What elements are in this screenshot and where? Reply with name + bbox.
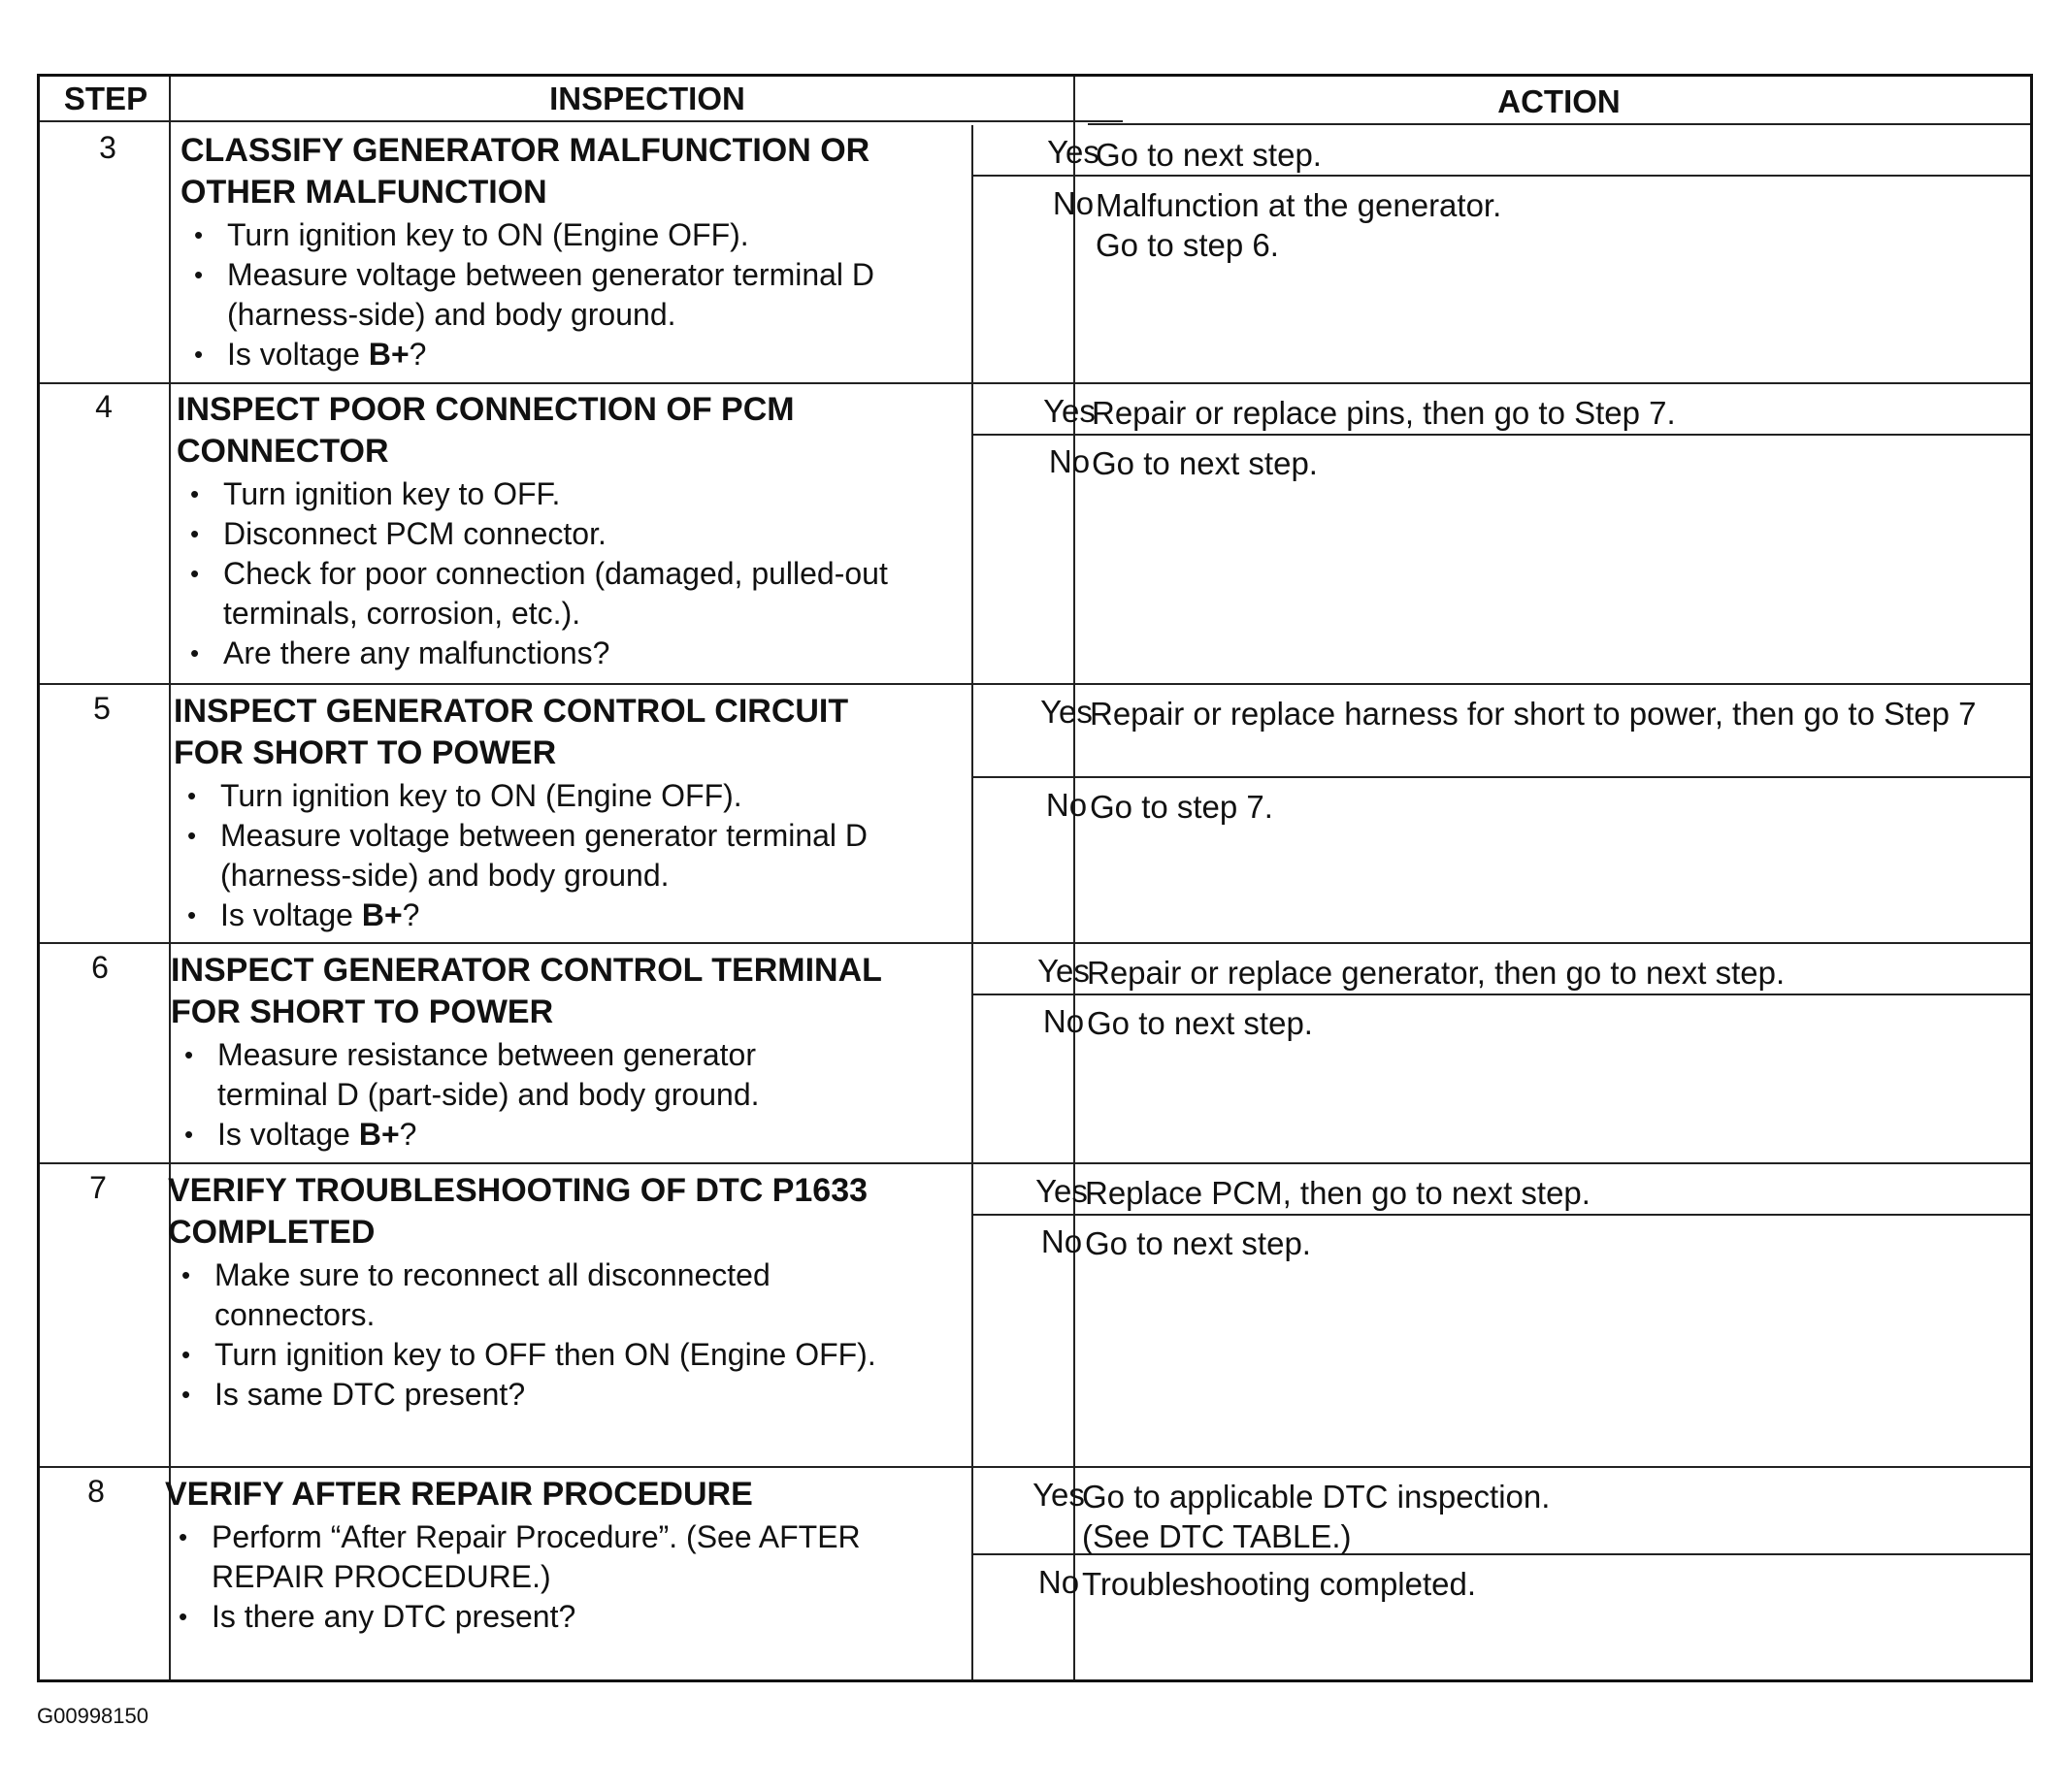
step-number: 6 [91,950,109,985]
no-action-line: Go to next step. [1087,1005,1313,1041]
step-number: 3 [99,130,116,165]
inspection-cell [171,950,986,1155]
yes-label: Yes [1047,134,1099,170]
inspection-title-line: INSPECT POOR CONNECTION OF PCM [177,391,795,428]
inspection-cell [174,691,989,935]
inspection-bullet: • Check for poor connection (damaged, pulled-out terminals, corrosion, etc.). [177,554,992,634]
inspection-bullet: • Make sure to reconnect all disconnected connectors. [168,1255,876,1335]
step-number: 7 [89,1170,107,1205]
inspection-title-line: VERIFY AFTER REPAIR PROCEDURE [165,1476,753,1513]
yes-label: Yes [1040,694,1093,730]
inspection-bullet: • Measure voltage between generator terminal D (harness-side) and body ground. [180,255,996,335]
inspection-title-line: CONNECTOR [177,433,389,470]
yesno-sep-4 [971,434,2030,436]
inspection-bullet: • Measure resistance between generator terminal D (part-side) and body ground. [171,1035,850,1115]
no-label: No [1037,1564,1080,1600]
row-sep-5 [40,683,2030,685]
no-action [1096,185,2017,265]
yes-label: Yes [1037,953,1090,989]
yes-action: Go to applicable DTC inspection. (See DTC TABLE.) [1082,1479,1551,1554]
header-action: ACTION [1088,80,2030,125]
inspection-cell [180,130,996,375]
inspection-bullet: • Perform “After Repair Procedure”. (See AFTER REPAIR PROCEDURE.) [165,1517,864,1597]
no-label: No [1052,185,1095,221]
inspection-bullet: • Turn ignition key to ON (Engine OFF). [180,215,996,255]
inspection-steps [168,1255,876,1415]
no-action-line: Go to step 6. [1096,227,1279,263]
no-label: No [1048,443,1091,479]
row-sep-6 [40,942,2030,944]
step-number: 8 [87,1474,105,1509]
inspection-title-line: COMPLETED [168,1214,376,1251]
yesno-sep-5 [971,776,2030,778]
inspection-title-line: FOR SHORT TO POWER [171,994,554,1030]
no-action [1090,787,2012,827]
yes-label: Yes [1035,1173,1088,1209]
no-label: No [1042,1003,1085,1039]
inspection-title [171,950,986,1033]
inspection-bullet: • Turn ignition key to OFF. [177,474,992,514]
col-divider-step [169,77,171,1679]
inspection-bullet: • Measure voltage between generator terminal D (harness-side) and body ground. [174,816,989,896]
no-action-line: Go to step 7. [1090,789,1273,825]
row-sep-7 [40,1162,2030,1164]
inspection-title [177,389,992,472]
figure-id: G00998150 [37,1704,148,1728]
header-inspection: INSPECTION [172,77,1123,122]
inspection-bullet: • Turn ignition key to ON (Engine OFF). [174,776,989,816]
no-label: No [1040,1223,1083,1259]
inspection-cell [168,1170,983,1415]
no-action-line: Go to next step. [1085,1225,1311,1261]
inspection-bullet: • Is voltage B+? [171,1115,850,1155]
yes-action: Repair or replace harness for short to power, then go to Step 7 [1090,696,1977,732]
inspection-title-line: OTHER MALFUNCTION [180,174,547,211]
header-step: STEP [40,77,172,122]
row-sep-4 [40,382,2030,384]
inspection-title [168,1170,983,1254]
no-action [1087,1003,2009,1043]
yes-action: Replace PCM, then go to next step. [1085,1175,1590,1211]
row-sep-8 [40,1466,2030,1468]
inspection-title [174,691,989,774]
yesno-sep-7 [971,1214,2030,1216]
no-action [1085,1223,2007,1263]
step-number: 4 [95,389,113,424]
col-divider-yesno [1073,77,1075,1679]
inspection-steps [174,776,989,935]
inspection-bullet: • Are there any malfunctions? [177,634,992,673]
yes-action: Repair or replace generator, then go to next step. [1087,955,1786,991]
yes-label: Yes [1033,1477,1085,1513]
yesno-sep-6 [971,994,2030,995]
inspection-bullet: • Is there any DTC present? [165,1597,864,1637]
inspection-bullet: • Turn ignition key to OFF then ON (Engine OFF). [168,1335,876,1375]
inspection-steps [171,1035,850,1155]
yes-action: Repair or replace pins, then go to Step 7. [1092,395,1676,431]
inspection-steps [177,474,992,673]
inspection-title-line: CLASSIFY GENERATOR MALFUNCTION OR [180,132,870,169]
yesno-sep-3 [971,175,2030,177]
inspection-title-line: INSPECT GENERATOR CONTROL TERMINAL [171,952,882,989]
no-label: No [1045,787,1088,823]
no-action [1082,1564,2004,1604]
inspection-steps [180,215,996,375]
no-action-line: Malfunction at the generator. [1096,187,1502,223]
inspection-bullet: • Is voltage B+? [174,896,989,935]
inspection-steps [165,1517,864,1637]
inspection-title [180,130,996,213]
no-action [1092,443,2014,483]
no-action-line: Go to next step. [1092,445,1318,481]
inspection-bullet: • Is voltage B+? [180,335,996,375]
inspection-title [165,1474,980,1515]
diagnostic-table [37,74,2033,1682]
inspection-title-line: INSPECT GENERATOR CONTROL CIRCUIT [174,693,849,730]
inspection-bullet: • Disconnect PCM connector. [177,514,992,554]
yes-label: Yes [1043,393,1096,429]
inspection-title-line: VERIFY TROUBLESHOOTING OF DTC P1633 [168,1172,869,1209]
inspection-title-line: FOR SHORT TO POWER [174,734,557,771]
step-number: 5 [93,691,111,726]
inspection-cell [165,1474,980,1637]
inspection-cell [177,389,992,673]
yes-action: Go to next step. [1096,137,1322,173]
inspection-bullet: • Is same DTC present? [168,1375,876,1415]
no-action-line: Troubleshooting completed. [1082,1566,1477,1602]
